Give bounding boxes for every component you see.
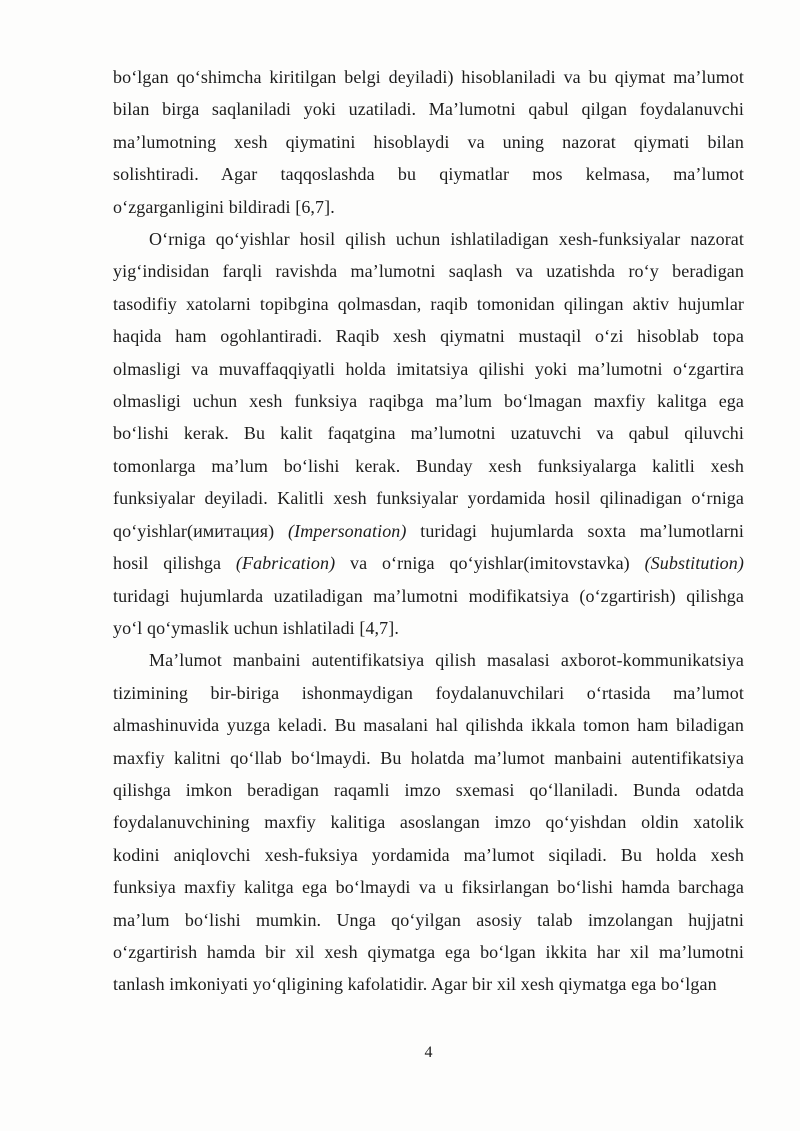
text-line: funksiyalar deyiladi. Kalitli xesh funksiyalar yordamida hosil qilinadigan o‘rniga (113, 488, 744, 509)
paragraph-1 (113, 61, 744, 223)
text-line: ma’lum bo‘lishi mumkin. Unga qo‘yilgan asosiy talab imzolangan hujjatni (113, 909, 744, 930)
text-line: olmasligi uchun xesh funksiya raqibga ma’lum bo‘lmagan maxfiy kalitga ega (113, 391, 744, 412)
text-segment: va o‘rniga qo‘yishlar(imitovstavka) (335, 553, 645, 574)
text-line: funksiya maxfiy kalitga ega bo‘lmaydi va u fiksirlangan bo‘lishi hamda barchaga (113, 877, 744, 898)
text-line: tanlash imkoniyati yo‘qligining kafolatidir. Agar bir xil xesh qiymatga ega bo‘lgan (113, 974, 717, 995)
text-segment: turidagi hujumlarda soxta ma’lumotlarni (406, 520, 744, 541)
text-line: qilishga imkon beradigan raqamli imzo sxemasi qo‘llaniladi. Bunda odatda (113, 779, 744, 800)
text-line: o‘zgartirish hamda bir xil xesh qiymatga ega bo‘lgan ikkita har xil ma’lumotni (113, 941, 744, 962)
text-line: turidagi hujumlarda uzatiladigan ma’lumotni modifikatsiya (o‘zgartirish) qilishga (113, 585, 744, 606)
text-line: bo‘lishi kerak. Bu kalit faqatgina ma’lumotni uzatuvchi va qabul qiluvchi (113, 423, 744, 444)
text-line: O‘rniga qo‘yishlar hosil qilish uchun ishlatiladigan xesh-funksiyalar nazorat (149, 229, 744, 250)
text-line: yo‘l qo‘ymaslik uchun ishlatiladi [4,7]. (113, 617, 399, 638)
text-line: maxfiy kalitni qo‘llab bo‘lmaydi. Bu holatda ma’lumot manbaini autentifikatsiya (113, 747, 744, 768)
text-line: yig‘indisidan farqli ravishda ma’lumotni saqlash va uzatishda ro‘y beradigan (113, 261, 744, 282)
italic-term: (Fabrication) (235, 553, 336, 574)
text-line: almashinuvida yuzga keladi. Bu masalani hal qilishda ikkala tomon ham biladigan (113, 715, 744, 736)
paragraph-2 (113, 223, 744, 644)
text-line (113, 547, 744, 579)
text-line: kodini aniqlovchi xesh-fuksiya yordamida ma’lumot siqiladi. Bu holda xesh (113, 844, 744, 865)
text-segment: hosil qilishga (113, 553, 236, 574)
text-segment: qo‘yishlar(имитация) (113, 520, 288, 541)
text-line: o‘zgarganligini bildiradi [6,7]. (113, 196, 335, 217)
italic-term: (Impersonation) (288, 520, 407, 541)
text-line: solishtiradi. Agar taqqoslashda bu qiymatlar mos kelmasa, ma’lumot (113, 164, 744, 185)
text-line: tizimining bir-biriga ishonmaydigan foydalanuvchilari o‘rtasida ma’lumot (113, 682, 744, 703)
text-line: ma’lumotning xesh qiymatini hisoblaydi va uning nazorat qiymati bilan (113, 131, 744, 152)
text-line: bo‘lgan qo‘shimcha kiritilgan belgi deyiladi) hisoblaniladi va bu qiymat ma’lumot (113, 67, 744, 87)
text-line: bilan birga saqlaniladi yoki uzatiladi. Ma’lumotni qabul qilgan foydalanuvchi (113, 99, 744, 120)
text-line: Ma’lumot manbaini autentifikatsiya qilish masalasi axborot-kommunikatsiya (149, 650, 744, 671)
text-line: foydalanuvchining maxfiy kalitiga asoslangan imzo qo‘yishdan oldin xatolik (113, 812, 744, 833)
text-line: tasodifiy xatolarni topibgina qolmasdan, raqib tomonidan qilingan aktiv hujumlar (113, 293, 744, 314)
text-line: tomonlarga ma’lum bo‘lishi kerak. Bunday xesh funksiyalarga kalitli xesh (113, 455, 744, 476)
text-line: haqida ham ogohlantiradi. Raqib xesh qiymatni mustaqil o‘zi hisoblab topa (113, 326, 744, 347)
text-line: olmasligi va muvaffaqqiyatli holda imitatsiya qilishi yoki ma’lumotni o‘zgartira (113, 358, 744, 379)
page-number: 4 (424, 1044, 433, 1061)
text-line (113, 515, 744, 547)
paragraph-3 (113, 644, 744, 1000)
text-block (113, 61, 744, 1001)
italic-term: (Substitution) (644, 553, 744, 574)
